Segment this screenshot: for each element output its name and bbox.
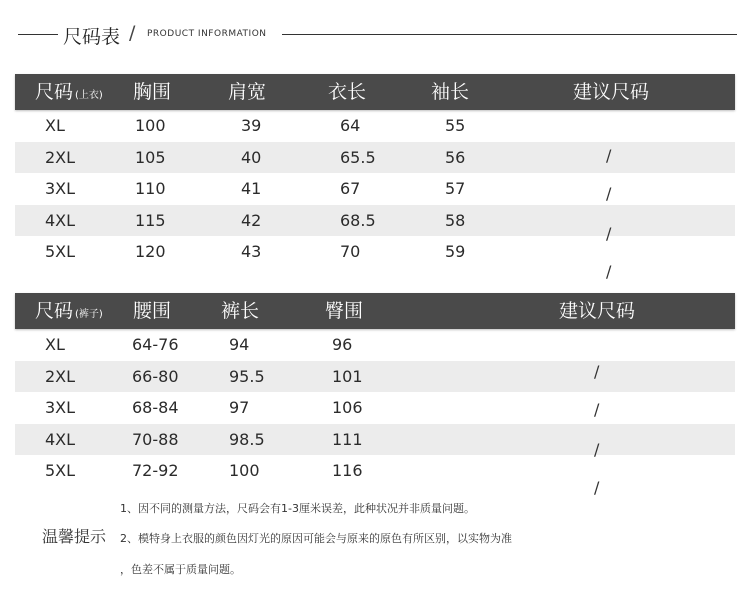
page-title: 尺码表: [63, 26, 121, 48]
sleeve-cell: 57: [445, 179, 466, 198]
tips-label: 温馨提示: [42, 527, 107, 546]
shoulder-cell: 43: [241, 242, 262, 261]
tops-suggest-mark: /: [606, 146, 612, 165]
size-cell: 3XL: [45, 398, 76, 417]
table-row: [15, 110, 735, 142]
waist-cell: 64-76: [132, 335, 179, 354]
hip-cell: 101: [332, 366, 363, 386]
pants-length-cell: 100: [229, 461, 260, 480]
tops-header-suggest: 建议尺码: [573, 81, 650, 103]
pants-suggest-mark: /: [594, 400, 600, 419]
pants-suggest-mark: /: [594, 440, 600, 459]
tops-header-chest: 胸围: [133, 81, 172, 103]
pants-suggest-mark: /: [594, 362, 600, 381]
waist-cell: 66-80: [132, 366, 179, 386]
page-subtitle: PRODUCT INFORMATION: [147, 29, 267, 39]
pants-header-hip: 臀围: [325, 300, 364, 322]
pants-suggest-mark: /: [594, 478, 600, 497]
size-cell: 4XL: [45, 429, 76, 449]
pants-header-length: 裤长: [221, 300, 260, 322]
tops-header-sleeve: 袖长: [431, 81, 470, 103]
length-cell: 68.5: [340, 210, 376, 230]
size-cell: 3XL: [45, 179, 76, 198]
shoulder-cell: 39: [241, 116, 262, 135]
pants-header-size: 尺码 (裤子): [35, 300, 103, 322]
sleeve-cell: 59: [445, 242, 466, 261]
sleeve-cell: 56: [445, 147, 466, 167]
chest-cell: 110: [135, 179, 166, 198]
tip-line-3: ，色差不属于质量问题。: [120, 563, 241, 576]
table-row: [15, 424, 735, 456]
size-cell: 5XL: [45, 242, 76, 261]
chest-cell: 100: [135, 116, 166, 135]
size-cell: 2XL: [45, 147, 76, 167]
tops-suggest-mark: /: [606, 262, 612, 281]
pants-length-cell: 94: [229, 335, 250, 354]
tops-header-size: 尺码 (上衣): [35, 81, 103, 103]
table-row: [15, 455, 735, 487]
pants-header-suggest: 建议尺码: [559, 300, 636, 322]
size-cell: XL: [45, 335, 65, 354]
pants-header-waist: 腰围: [133, 300, 172, 322]
waist-cell: 70-88: [132, 429, 179, 449]
tops-table-header: [15, 74, 735, 110]
pants-length-cell: 97: [229, 398, 250, 417]
table-row: [15, 205, 735, 237]
tops-suggest-mark: /: [606, 224, 612, 243]
table-row: [15, 142, 735, 174]
tops-header-length: 衣长: [328, 81, 367, 103]
pants-table-header: [15, 293, 735, 329]
shoulder-cell: 40: [241, 147, 262, 167]
tops-size-table: [15, 74, 735, 268]
length-cell: 67: [340, 179, 361, 198]
size-cell: 4XL: [45, 210, 76, 230]
hip-cell: 116: [332, 461, 363, 480]
table-row: [15, 361, 735, 393]
tip-line-2: 2、模特身上衣服的颜色因灯光的原因可能会与原来的原色有所区别，以实物为准: [120, 532, 512, 545]
tip-line-1: 1、因不同的测量方法，尺码会有1-3厘米误差，此种状况并非质量问题。: [120, 502, 475, 515]
header-rule-left: [18, 34, 58, 35]
size-cell: XL: [45, 116, 65, 135]
hip-cell: 96: [332, 335, 353, 354]
header-slash: /: [129, 22, 136, 44]
size-cell: 2XL: [45, 366, 76, 386]
length-cell: 64: [340, 116, 361, 135]
chest-cell: 120: [135, 242, 166, 261]
table-row: [15, 173, 735, 205]
length-cell: 65.5: [340, 147, 376, 167]
pants-size-table: [15, 293, 735, 487]
size-cell: 5XL: [45, 461, 76, 480]
hip-cell: 111: [332, 429, 363, 449]
table-row: [15, 236, 735, 268]
shoulder-cell: 42: [241, 210, 262, 230]
tops-header-shoulder: 肩宽: [228, 81, 267, 103]
pants-length-cell: 98.5: [229, 429, 265, 449]
waist-cell: 72-92: [132, 461, 179, 480]
waist-cell: 68-84: [132, 398, 179, 417]
sleeve-cell: 58: [445, 210, 466, 230]
table-row: [15, 329, 735, 361]
sleeve-cell: 55: [445, 116, 466, 135]
table-row: [15, 392, 735, 424]
length-cell: 70: [340, 242, 361, 261]
tops-suggest-mark: /: [606, 184, 612, 203]
header-rule-right: [282, 34, 737, 35]
chest-cell: 105: [135, 147, 166, 167]
shoulder-cell: 41: [241, 179, 262, 198]
pants-length-cell: 95.5: [229, 366, 265, 386]
chest-cell: 115: [135, 210, 166, 230]
hip-cell: 106: [332, 398, 363, 417]
